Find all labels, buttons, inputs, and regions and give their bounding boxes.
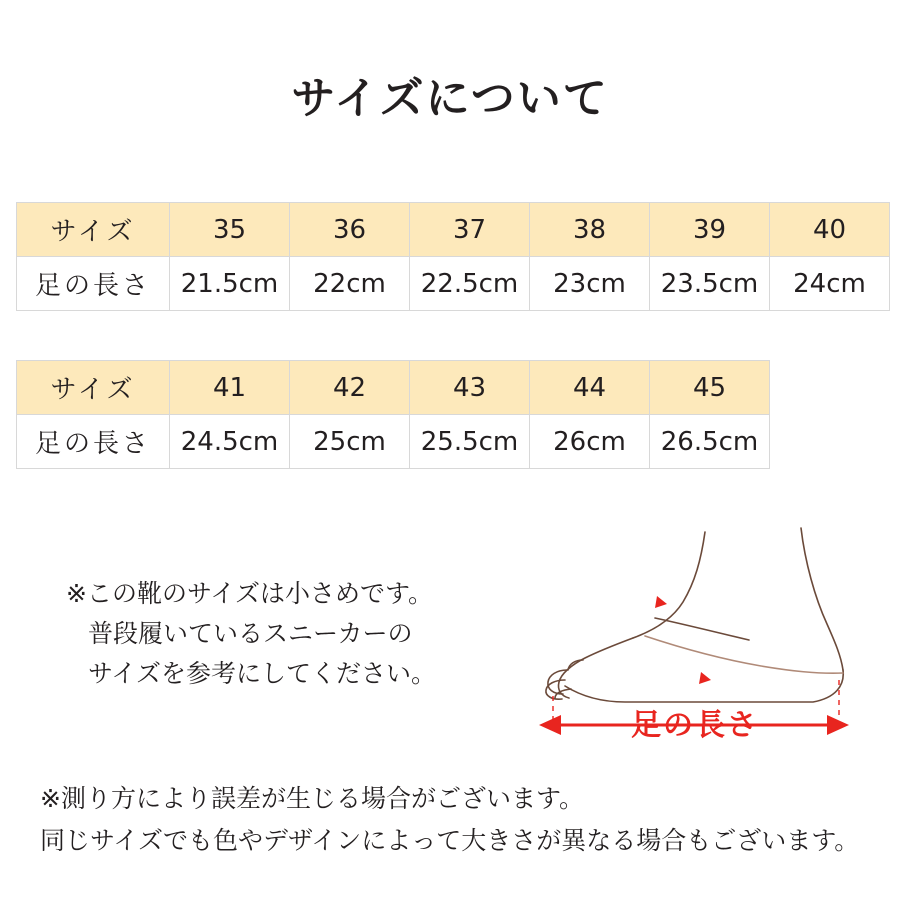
- table-cell: 24cm: [770, 257, 890, 311]
- table-cell: 36: [290, 203, 410, 257]
- table-cell: 40: [770, 203, 890, 257]
- note-bottom-line-1: ※測り方により誤差が生じる場合がございます。: [40, 784, 584, 813]
- table-cell: 43: [410, 361, 530, 415]
- size-table-2-wrapper: [16, 360, 770, 469]
- table-cell: 21.5cm: [170, 257, 290, 311]
- note-left-line-1: ※この靴のサイズは小さめです。: [66, 579, 433, 608]
- table-cell: 35: [170, 203, 290, 257]
- foot-diagram-caption: 足の長さ: [631, 708, 759, 743]
- table-row-label: 足の長さ: [17, 257, 170, 311]
- table-cell: 45: [650, 361, 770, 415]
- table-cell: 39: [650, 203, 770, 257]
- table-cell: 25cm: [290, 415, 410, 469]
- table-header-label: サイズ: [17, 361, 170, 415]
- table-header-label: サイズ: [17, 203, 170, 257]
- note-bottom: [40, 778, 859, 862]
- table-cell: 42: [290, 361, 410, 415]
- table-cell: 37: [410, 203, 530, 257]
- table-cell: 26.5cm: [650, 415, 770, 469]
- table-row: [17, 361, 770, 415]
- note-left: [66, 574, 436, 694]
- table-cell: 23.5cm: [650, 257, 770, 311]
- table-cell: 22cm: [290, 257, 410, 311]
- size-table-2: [16, 360, 770, 469]
- note-left-line-2: 普段履いているスニーカーの: [88, 619, 413, 648]
- measure-marker: [655, 596, 711, 684]
- table-cell: 38: [530, 203, 650, 257]
- table-row: [17, 257, 890, 311]
- size-table-1-wrapper: [16, 202, 890, 311]
- table-cell: 24.5cm: [170, 415, 290, 469]
- table-row: [17, 415, 770, 469]
- table-row-label: 足の長さ: [17, 415, 170, 469]
- note-left-line-3: サイズを参考にしてください。: [88, 659, 437, 688]
- size-table-1: [16, 202, 890, 311]
- note-bottom-line-2: 同じサイズでも色やデザインによって大きさが異なる場合もございます。: [40, 826, 860, 855]
- table-cell: 44: [530, 361, 650, 415]
- table-cell: 26cm: [530, 415, 650, 469]
- table-cell: 25.5cm: [410, 415, 530, 469]
- table-cell: 23cm: [530, 257, 650, 311]
- table-cell: 41: [170, 361, 290, 415]
- page-title: サイズについて: [291, 73, 609, 124]
- table-row: [17, 203, 890, 257]
- table-cell: 22.5cm: [410, 257, 530, 311]
